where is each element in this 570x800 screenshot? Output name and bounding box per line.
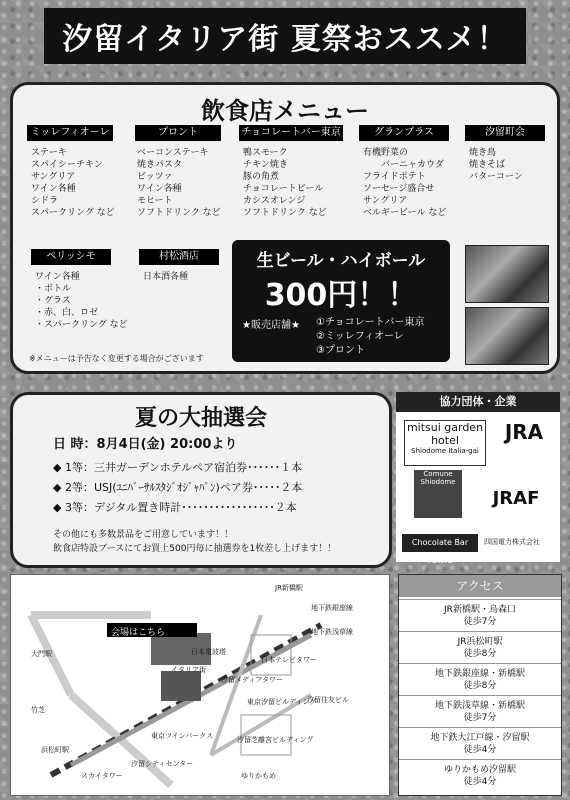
map-label: 東京ツインパークス: [151, 732, 214, 740]
access-walk: 徒歩8分: [463, 681, 497, 691]
shop-tag: プロント: [135, 125, 221, 141]
access-item: [399, 695, 561, 728]
access-map: [10, 574, 390, 796]
access-title: アクセス: [399, 575, 561, 597]
sponsor-title: 協力団体・企業: [396, 392, 560, 412]
shop-items: 有機野菜の バーニャカウダ フライドポテト ソーセージ盛合せ サングリア ベルギービール など: [363, 148, 447, 218]
access-walk: 徒歩4分: [463, 745, 497, 755]
access-walk: 徒歩4分: [463, 777, 497, 787]
shop-items: 焼き鳥 焼きそば バターコーン: [469, 148, 523, 182]
photo: [465, 307, 549, 365]
access-item: [399, 663, 561, 696]
access-panel: [398, 574, 562, 796]
menu-title: 飲食店メニュー: [201, 97, 369, 125]
shop-tag: 村松酒店: [139, 249, 219, 265]
shop-tag: グランプラス: [359, 125, 449, 141]
shop-tag: ペリッシモ: [31, 249, 111, 265]
access-line: JR新橋駅・烏森口: [444, 605, 516, 615]
map-label: 汐留メディアタワー: [221, 676, 283, 684]
map-label: 地下鉄銀座線: [311, 604, 353, 612]
shop-tag: ミッレフィオーレ: [27, 125, 113, 141]
access-walk: 徒歩7分: [463, 713, 497, 723]
prize-item: ◆ 2等：USJ(ﾕﾆﾊﾞｰｻﾙｽﾀｼﾞｵｼﾞｬﾊﾟﾝ)ペア券･････２本: [53, 481, 303, 494]
lottery-panel: [10, 392, 392, 568]
chocolate-logo: Chocolate Bar TOKYO: [402, 534, 478, 552]
access-line: 地下鉄大江戸線・汐留駅: [430, 733, 530, 743]
map-label: ゆりかもめ: [241, 772, 276, 780]
access-walk: 徒歩8分: [463, 649, 497, 659]
access-line: ゆりかもめ汐留駅: [443, 765, 516, 775]
lottery-datetime: 日 時：8月4日(金) 20:00より: [53, 437, 238, 452]
jraf-logo: JRAF: [492, 488, 540, 509]
prize-item: ◆ 1等：三井ガーデンホテルペア宿泊券･･････１本: [53, 461, 303, 474]
venue-label: 会場はこちら: [111, 628, 166, 638]
map-label: 汐留シティセンター: [131, 760, 194, 768]
shop-tag: 汐留町会: [465, 125, 545, 141]
access-item: [399, 599, 561, 632]
map-label: 汐留住友ビル: [307, 696, 349, 704]
access-walk: 徒歩7分: [463, 617, 497, 627]
shop-items: 日本酒各種: [143, 272, 189, 282]
jra-logo: JRA: [504, 420, 544, 444]
access-item: [399, 631, 561, 664]
access-item: [399, 727, 561, 760]
beer-shops: ①チョコレートバー東京 ②ミッレフィオーレ ③プロント: [316, 317, 425, 356]
map-label: 東京汐留ビルディング: [247, 698, 317, 706]
map-label: 日本電波塔: [191, 648, 226, 656]
map-label: 浜松町駅: [41, 746, 69, 754]
menu-note: ※メニューは予告なく変更する場合がございます: [29, 354, 204, 363]
map-label: 汐留芝離宮ビルディング: [237, 736, 314, 744]
access-line: 地下鉄浅草線・新橋駅: [434, 701, 525, 711]
lottery-note: その他にも多数景品をご用意しています！！: [53, 530, 234, 540]
map-label: イタリア街: [171, 666, 206, 674]
map-label: 竹芝: [31, 706, 45, 714]
prize-item: ◆ 3等：デジタル置き時計･････････････････２本: [53, 501, 297, 514]
lottery-note: 飲食店特設ブースにてお買上500円毎に抽選券を1枚差し上げます！！: [53, 544, 337, 554]
shop-items: ステーキ スパイシーチキン サングリア ワイン各種 シドラ スパークリング など: [31, 148, 115, 218]
map-label: 地下鉄浅草線: [311, 628, 353, 636]
access-line: JR浜松町駅: [457, 637, 503, 647]
sponsor-panel: [396, 392, 560, 565]
shop-tag: チョコレートバー東京: [239, 125, 343, 141]
header: [0, 0, 570, 72]
shikoku-logo: 四国電力株式会社: [484, 538, 540, 546]
mitsui-logo: [404, 420, 486, 466]
mitsui-sub: Shiodome Italia-gai: [411, 447, 479, 455]
map-label: JR新橋駅: [275, 584, 303, 592]
access-item: [399, 759, 561, 792]
beer-price: 300円！！: [264, 278, 418, 313]
beer-title: 生ビール・ハイボール: [256, 251, 426, 271]
map-label: 大門駅: [31, 650, 52, 658]
comune-logo: Comune Shiodome: [414, 470, 462, 518]
map-label: 日本テレビタワー: [261, 656, 317, 664]
beer-shops-label: ★販売店舗★: [242, 320, 300, 331]
beer-promo: [232, 240, 450, 362]
shop-items: ワイン各種 ・ボトル ・グラス ・赤、白、ロゼ ・スパークリング など: [35, 272, 128, 330]
mitsui-text: mitsui garden hotel: [406, 421, 484, 447]
map-label: スカイタワー: [81, 772, 123, 780]
page-title: 汐留イタリア街 夏祭おススメ！: [44, 8, 525, 64]
shop-items: ベーコンステーキ 焼きパスタ ビッツァ ワイン各種 モヒート ソフトドリンク など: [137, 148, 221, 218]
access-line: 地下鉄銀座線・新橋駅: [434, 669, 525, 679]
photo: [465, 245, 549, 303]
shop-items: 鴨スモーク チキン焼き 豚の角煮 チョコレートビール カシスオレンジ ソフトドリンク など: [243, 148, 327, 218]
lottery-title: 夏の大抽選会: [134, 406, 267, 431]
